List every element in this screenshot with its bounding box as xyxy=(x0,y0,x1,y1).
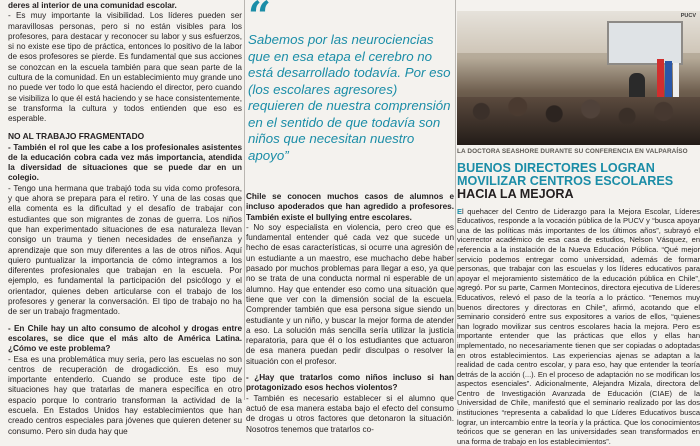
interview-answer: - Esa es una problemática muy seria, pero las escuelas no son centros de recuperación de drogadicción. Es eso muy importante entenderlo. Cuando se produce este tipo de situaciones hay que tratarlas de manera específica en otro espacio porque lo contrario transforman la actividad de la escuela. En Estados Unidos hay establecimientos que han creado centros especiales para jóvenes que quieren detener su consumo. Pero sin duda hay que xyxy=(8,354,242,436)
photo-caption: LA DOCTORA SEASHORE DURANTE SU CONFERENCIA EN VALPARAÍSO xyxy=(457,148,688,155)
article-body-text: l quehacer del Centro de Liderazgo para la Mejora Escolar, Líderes Educativos, responde a la vocación pública de la PUCV y “busca apoyar una de las políticas más importantes de los últimos años”, subrayó el vicerrector académico de esa casa de estudios, Nelson Vásquez, en referencia a la instalación de la Nueva Educación Pública. “Qué mejor servicio podemos entregar como universidad, además de formar personas, que trabajar con las escuelas y los líderes educativos para apoyar el mejoramiento sistemático de la educación pública en Chile”, agregó. Por su parte, Carmen Montecinos, directora ejecutiva de Líderes Educativos, relevó el paso de la teoría a lo práctico. “Tenemos muy buenos directores y directoras en Chile”, afirmó, acotando que el seminario consideró entre sus expositores a varios de ellos, “quienes han logrado movilizar sus centros escolares hacia la mejora. Pero es importante entender que las prácticas que ellos y ellas han implementado, no necesariamente tienen que ser copiadas o adoptadas en otros establecimientos. Las experiencias ajenas se adaptan a la realidad de cada centro escolar, y para eso, hay que entender la teoría detrás de la acción (...). En el proceso de adaptación no se modifican los aspectos esenciales”. Adicionalmente, Alejandra Mizala, directora del Centro de Investigación Avanzada de Educación (CIAE) de la Universidad de Chile, manifestó que el seminario realizado por las dos instituciones “representa a cabalidad lo que Líderes Educativos busca lograr, un intercambio entre la teoría y la práctica. Que los conocimientos teóricos que se generan en las universidades sean transformados en una forma de trabajo en los establecimientos”. xyxy=(457,206,700,446)
interview-question: - En Chile hay un alto consumo de alcohol y drogas entre escolares, se dice que el más alto de América Latina. ¿Cómo ve este problema? xyxy=(8,323,242,354)
article-body xyxy=(457,207,700,446)
interview-question: - ¿Hay que tratarlos como niños incluso si han protagonizado esos hechos violentos? xyxy=(246,373,454,393)
column-rule xyxy=(244,0,245,400)
interview-answer: - También es necesario establecer si el alumno que actuó de esa manera estaba bajo el efecto del consumo de drogas u otros factores que detonaron la situación. Nosotros tenemos que tratarlos co- xyxy=(246,393,454,434)
section-heading: NO AL TRABAJO FRAGMENTADO xyxy=(8,130,145,141)
column-rule xyxy=(455,0,456,400)
pull-quote-text: Sabemos por las neurociencias que en esa etapa el cerebro no está desarrollado todavía. Por eso (los escolares agresores) requieren de nuestra comprensión en el sentido de que todavía son niños que necesitan nuestro apoyo” xyxy=(248,32,451,163)
photo-credit: PUCV xyxy=(680,13,696,19)
continued-line: deres al interior de una comunidad escolar. xyxy=(8,1,177,10)
headline-dark: HACIA LA MEJORA xyxy=(457,187,574,202)
column-left xyxy=(8,0,242,436)
interview-question: - También el rol que les cabe a los profesionales asistentes de la educación cobra cada vez más importancia, atendida la diversidad de situaciones que se puede dar en un colegio. xyxy=(8,142,242,183)
body-paragraph: - Es muy importante la visibilidad. Los líderes pueden ser maravillosas personas, pero si no están visibles para los profesores, para destacar y reconocer su labor y sus esfuerzos, si no existe ese tipo de práctica, entonces lo positivo de la labor de esos profesores se pierde. Es fundamental que sus acciones se conozcan en la escuela también para que sean parte de la cultura de la comunidad. En un establecimiento muy grande uno no puede ver todo lo que está haciendo el director, pero cuando se visibiliza lo que él está haciendo y se hace consistentemente, se transforma la cultura y todos entienden que eso es esperable. xyxy=(8,11,242,124)
column-middle xyxy=(246,0,454,434)
drop-cap: E xyxy=(457,206,463,216)
conference-photo xyxy=(457,11,700,145)
quote-mark-icon: “ xyxy=(248,0,269,40)
headline-teal: BUENOS DIRECTORES LOGRAN MOVILIZAR CENTROS ESCOLARES xyxy=(457,161,674,189)
pull-quote xyxy=(246,0,454,192)
interview-answer: - Tengo una hermana que trabajó toda su vida como profesora, y que ahora se prepara para el retiro. Y una de las cosas que ella comenta es la dificultad y el desafío de trabajar con estudiantes que son migrantes de zonas de guerra. Los niños que han experimentado situaciones de esa naturaleza llevan consigo un trauma y tienen necesidades de enseñanza y aprendizaje que son muy diferentes a las de otros niños. Aquí quiero puntualizar la importancia de cómo integramos a los diferentes profesionales que trabajan en la escuela. Por ejemplo, es fundamental la participación del psicólogo y el orientador, quienes deben articularse con el trabajo de los profesores y generar la conversación. El tipo de trabajo no ha de ser un trabajo fragmentado. xyxy=(8,183,242,317)
interview-question: Chile se conocen muchos casos de alumnos e incluso apoderados que han agredido a profesores. También existe el bullying entre escolares. xyxy=(246,192,454,222)
column-right xyxy=(457,0,700,446)
interview-answer: - No soy especialista en violencia, pero creo que es fundamental entender qué cada vez que sucede un hecho de esas características, si ocurre una agresión de un estudiante a un maestro, ese muchacho debe haber pasado por muchos problemas para llegar a eso, ya que no se trata de una conducta normal ni esperable de un alumno. Hay que entender eso como una situación que tiene que ver con la dimensión social de la escuela. Comprender también que esa persona sigue siendo un estudiante y un niño, y buscar la mejor forma de atender a eso. La solución más sencilla sería utilizar la justicia reparatoria, para que él o los estudiantes que actuaron de esa manera puedan pedir disculpas o resolver la situación con el profesor. xyxy=(246,222,454,366)
article-headline xyxy=(457,162,700,202)
projection-screen xyxy=(607,21,683,65)
audience xyxy=(457,97,700,145)
